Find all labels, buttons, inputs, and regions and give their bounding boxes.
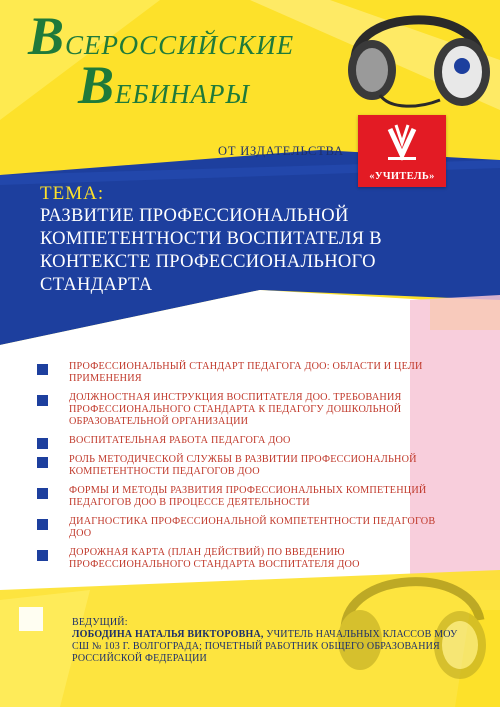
logo-label: «УЧИТЕЛЬ» (369, 171, 435, 182)
presenter-name: ЛОБОДИНА НАТАЛЬЯ ВИКТОРОВНА, (72, 629, 264, 640)
topic-text: ДИАГНОСТИКА ПРОФЕССИОНАЛЬНОЙ КОМПЕТЕНТНОСТИ ПЕДАГОГОВ ДОО (69, 516, 436, 539)
bullet-square-icon (37, 438, 48, 449)
bullet-square-icon (37, 550, 48, 561)
title-line-2-initial: В (78, 55, 116, 115)
presenter-info (72, 617, 462, 665)
list-item (37, 435, 457, 447)
decorative-tile-icon (19, 607, 43, 631)
list-item (37, 516, 457, 540)
list-item (37, 361, 457, 385)
title-line-2-rest: ЕБИНАРЫ (115, 79, 250, 109)
title-line-2 (28, 55, 328, 115)
bullet-square-icon (37, 457, 48, 468)
publisher-logo[interactable] (358, 115, 446, 187)
presenter-details: УЧИТЕЛЬ НАЧАЛЬНЫХ КЛАССОВ МОУ СШ № 103 Г. ВОЛГОГРАДА; ПОЧЕТНЫЙ РАБОТНИК ОБЩЕГО ОБРАЗОВАНИЯ РОССИЙСКОЙ ФЕДЕРАЦИИ (72, 629, 458, 664)
publisher-text: ОТ ИЗДАТЕЛЬСТВА (218, 144, 344, 158)
topic-text: РОЛЬ МЕТОДИЧЕСКОЙ СЛУЖБЫ В РАЗВИТИИ ПРОФЕССИОНАЛЬНОЙ КОМПЕТЕНТНОСТИ ПЕДАГОГОВ ДОО (69, 454, 417, 477)
presenter-text (72, 629, 462, 665)
list-item (37, 547, 457, 571)
bullet-square-icon (37, 519, 48, 530)
presenter-label: ВЕДУЩИЙ: (72, 617, 128, 628)
title-line-1-rest: СЕРОССИЙСКИЕ (65, 30, 295, 60)
bullet-square-icon (37, 395, 48, 406)
theme-title: РАЗВИТИЕ ПРОФЕССИОНАЛЬНОЙ КОМПЕТЕНТНОСТИ ВОСПИТАТЕЛЯ В КОНТЕКСТЕ ПРОФЕССИОНАЛЬНОГО СТАНДАРТА (40, 206, 382, 295)
bullet-square-icon (37, 488, 48, 499)
topic-list (37, 361, 457, 578)
list-item (37, 392, 457, 428)
topic-text: ПРОФЕССИОНАЛЬНЫЙ СТАНДАРТ ПЕДАГОГА ДОО: ОБЛАСТИ И ЦЕЛИ ПРИМЕНЕНИЯ (69, 361, 423, 384)
theme-label: ТЕМА: (40, 183, 105, 204)
topic-text: ДОЛЖНОСТНАЯ ИНСТРУКЦИЯ ВОСПИТАТЕЛЯ ДОО. ТРЕБОВАНИЯ ПРОФЕССИОНАЛЬНОГО СТАНДАРТА К ПЕДАГОГУ ДОШКОЛЬНОЙ ОБРАЗОВАТЕЛЬНОЙ ОРГАНИЗАЦИИ (69, 392, 402, 427)
title-line-1-initial: В (28, 6, 66, 66)
topic-text: ВОСПИТАТЕЛЬНАЯ РАБОТА ПЕДАГОГА ДОО (69, 435, 291, 446)
list-item (37, 485, 457, 509)
list-item (37, 454, 457, 478)
bullet-square-icon (37, 364, 48, 375)
topic-text: ФОРМЫ И МЕТОДЫ РАЗВИТИЯ ПРОФЕССИОНАЛЬНЫХ КОМПЕТЕНЦИЙ ПЕДАГОГОВ ДОО В ПРОЦЕССЕ ДЕЯТЕЛЬНОСТИ (69, 485, 427, 508)
series-title (28, 6, 328, 115)
publisher-logo-icon (358, 115, 446, 167)
topic-text: ДОРОЖНАЯ КАРТА (ПЛАН ДЕЙСТВИЙ) ПО ВВЕДЕНИЮ ПРОФЕССИОНАЛЬНОГО СТАНДАРТА ВОСПИТАТЕЛЯ ДОО (69, 547, 360, 570)
title-line-1 (28, 6, 328, 66)
